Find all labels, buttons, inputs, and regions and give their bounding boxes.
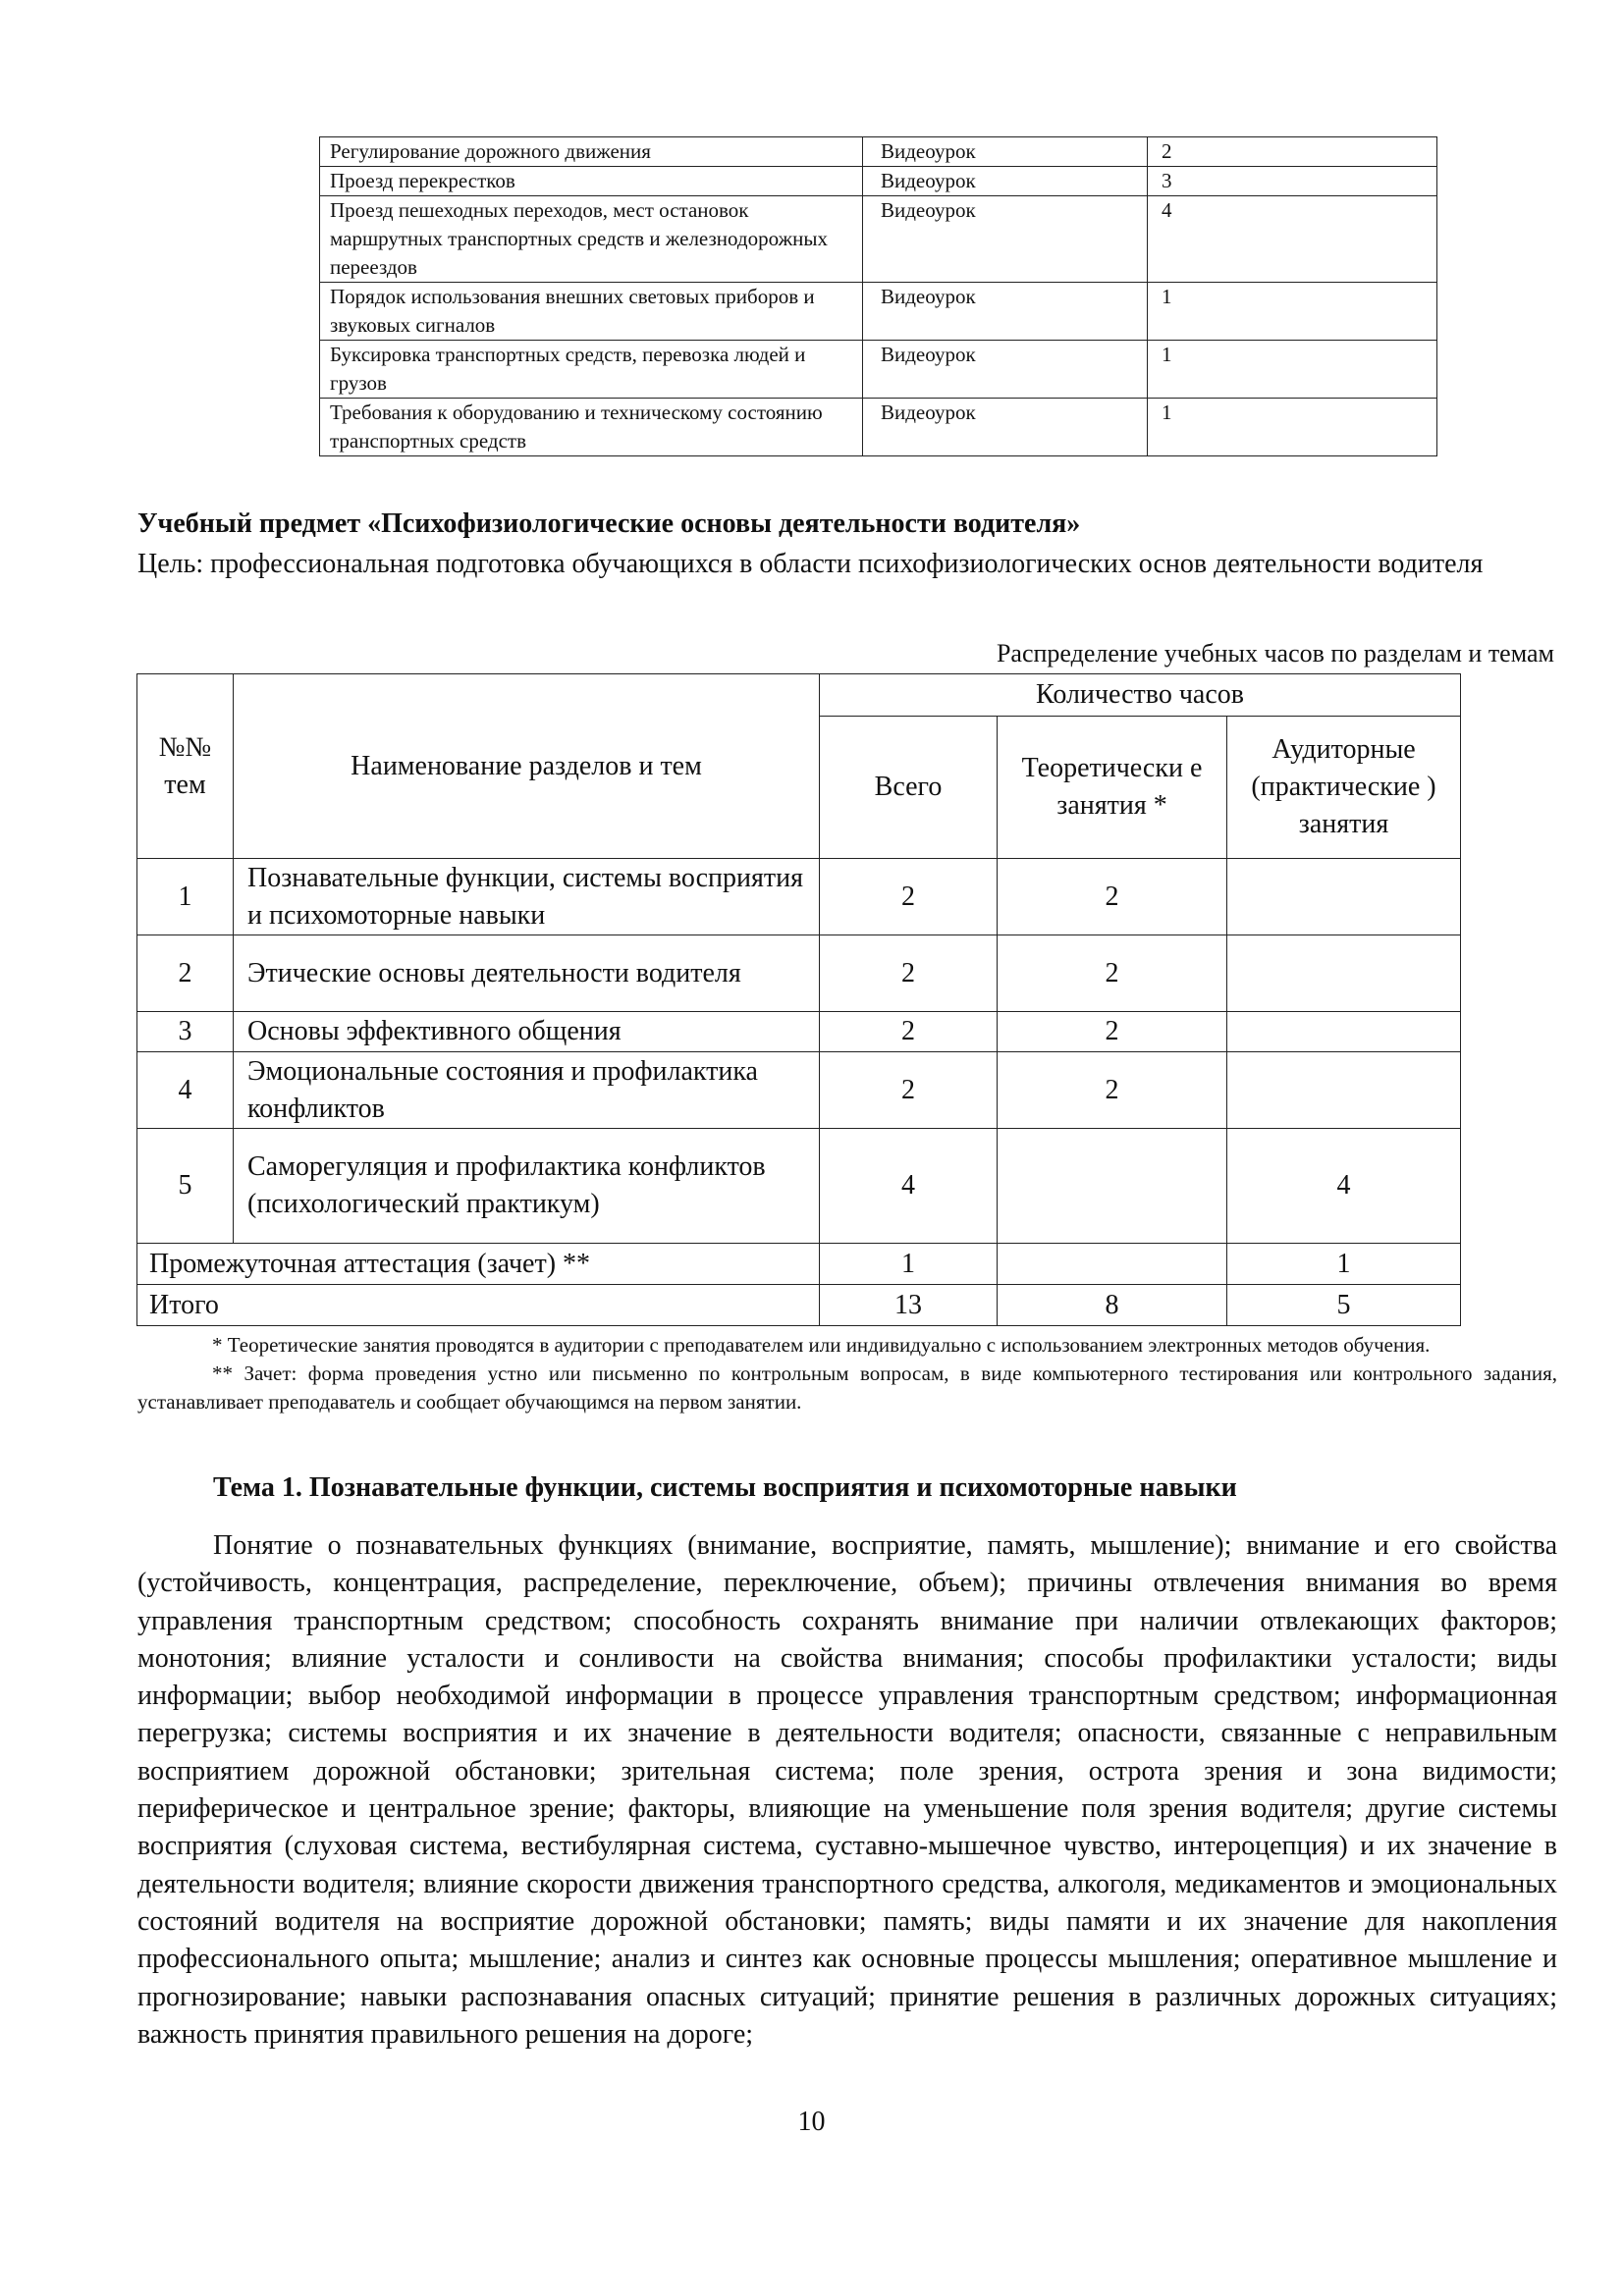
topic-number-cell: 3 [137, 1012, 234, 1052]
theory-cell: 8 [998, 1285, 1227, 1326]
practice-cell [1227, 935, 1461, 1012]
topic-title: Тема 1. Познавательные функции, системы восприятия и психомоторные навыки [213, 1472, 1237, 1503]
footnote-test: ** Зачет: форма проведения устно или письменно по контрольным вопросам, в виде компьютерного тестирования или контрольного задания, устанавливает преподаватель и сообщает обучающимся на первом занятии. [137, 1362, 1557, 1414]
topic-body: Понятие о познавательных функциях (внимание, восприятие, память, мышление); внимание и его свойства (устойчивость, концентрация, распределение, переключение, объем); причины отвлечения внимания во время управления транспортным средством; способность сохранять внимание при наличии отвлекающих факторов; монотония; влияние усталости и сонливости на свойства внимания; способы профилактики усталости; виды информации; выбор необходимой информации в процессе управления транспортным средством; информационная перегрузка; системы восприятия и их значение в деятельности водителя; опасности, связанные с неправильным восприятием дорожной обстановки; зрительная система; поле зрения, острота зрения и зона видимости; периферическое и центральное зрение; факторы, влияющие на уменьшение поля зрения водителя; другие системы восприятия (слуховая система, вестибулярная система, суставно-мышечное чувство, интероцепция) и их значение в деятельности водителя; влияние скорости движения транспортного средства, алкоголя, медикаментов и эмоциональных состояний водителя на восприятие дорожной обстановки; память; виды памяти и их значение для накопления профессионального опыта; мышление; анализ и синтез как основные процессы мышления; оперативное мышление и прогнозирование; навыки распознавания опасных ситуаций; принятие решения в различных дорожных ситуациях; важность принятия правильного решения на дороге; [137, 1530, 1557, 2050]
topic-name-cell: Регулирование дорожного движения [320, 137, 863, 167]
header-topic-number: №№ тем [137, 674, 234, 859]
topic-name-cell: Требования к оборудованию и техническому состоянию транспортных средств [320, 399, 863, 456]
format-cell: Видеоурок [863, 196, 1148, 283]
table-row [320, 399, 1437, 456]
total-cell: 2 [820, 859, 998, 935]
theory-cell: 2 [998, 1052, 1227, 1129]
format-cell: Видеоурок [863, 341, 1148, 399]
header-topic-name: Наименование разделов и тем [234, 674, 820, 859]
theory-cell: 2 [998, 935, 1227, 1012]
table-row [320, 341, 1437, 399]
topic-name-cell: Буксировка транспортных средств, перевозка людей и грузов [320, 341, 863, 399]
topic-name-cell: Проезд перекрестков [320, 167, 863, 196]
hours-cell: 1 [1148, 341, 1437, 399]
table-row [320, 137, 1437, 167]
hours-cell: 1 [1148, 283, 1437, 341]
hours-distribution-table [136, 673, 1461, 1326]
theory-cell: 2 [998, 859, 1227, 935]
practice-cell [1227, 1012, 1461, 1052]
total-cell: 1 [820, 1244, 998, 1285]
total-cell: 2 [820, 935, 998, 1012]
subject-goal: Цель: профессиональная подготовка обучающихся в области психофизиологических основ деятельности водителя [137, 549, 1484, 579]
summary-label-cell: Итого [137, 1285, 820, 1326]
table-row [320, 196, 1437, 283]
header-hours-group: Количество часов [820, 674, 1461, 717]
total-cell: 2 [820, 1052, 998, 1129]
footnotes [137, 1331, 1557, 1416]
hours-cell: 3 [1148, 167, 1437, 196]
table-row [137, 1129, 1461, 1244]
practice-cell [1227, 859, 1461, 935]
format-cell: Видеоурок [863, 137, 1148, 167]
total-cell: 2 [820, 1012, 998, 1052]
header-practice: Аудиторные (практические ) занятия [1227, 717, 1461, 859]
table-row [137, 935, 1461, 1012]
summary-label-cell: Промежуточная аттестация (зачет) ** [137, 1244, 820, 1285]
topic-number-cell: 5 [137, 1129, 234, 1244]
practice-cell: 1 [1227, 1244, 1461, 1285]
format-cell: Видеоурок [863, 283, 1148, 341]
practice-cell: 5 [1227, 1285, 1461, 1326]
format-cell: Видеоурок [863, 167, 1148, 196]
practice-cell: 4 [1227, 1129, 1461, 1244]
topic-name-cell: Этические основы деятельности водителя [234, 935, 820, 1012]
topic-number-cell: 4 [137, 1052, 234, 1129]
table-row [137, 1012, 1461, 1052]
subject-title: Учебный предмет «Психофизиологические основы деятельности водителя» [137, 508, 1081, 539]
header-theory: Теоретически е занятия * [998, 717, 1227, 859]
table-summary-row [137, 1285, 1461, 1326]
table-row [137, 1052, 1461, 1129]
topic-name-cell: Порядок использования внешних световых приборов и звуковых сигналов [320, 283, 863, 341]
topic-number-cell: 2 [137, 935, 234, 1012]
total-cell: 4 [820, 1129, 998, 1244]
total-cell: 13 [820, 1285, 998, 1326]
theory-cell [998, 1244, 1227, 1285]
topic-name-cell: Саморегуляция и профилактика конфликтов (психологический практикум) [234, 1129, 820, 1244]
header-total: Всего [820, 717, 998, 859]
table-summary-row [137, 1244, 1461, 1285]
format-cell: Видеоурок [863, 399, 1148, 456]
topic-number-cell: 1 [137, 859, 234, 935]
hours-cell: 2 [1148, 137, 1437, 167]
topic-name-cell: Проезд пешеходных переходов, мест остановок маршрутных транспортных средств и железнодорожных переездов [320, 196, 863, 283]
topic-name-cell: Познавательные функции, системы восприятия и психомоторные навыки [234, 859, 820, 935]
hours-cell: 4 [1148, 196, 1437, 283]
table-row [137, 859, 1461, 935]
table-row [320, 283, 1437, 341]
hours-cell: 1 [1148, 399, 1437, 456]
table-row [320, 167, 1437, 196]
topic-name-cell: Основы эффективного общения [234, 1012, 820, 1052]
table-caption: Распределение учебных часов по разделам и темам [996, 639, 1554, 667]
footnote-theory: * Теоретические занятия проводятся в аудитории с преподавателем или индивидуально с использованием электронных методов обучения. [212, 1333, 1431, 1357]
video-lessons-table [319, 136, 1437, 456]
theory-cell: 2 [998, 1012, 1227, 1052]
page-number: 10 [797, 2107, 826, 2137]
practice-cell [1227, 1052, 1461, 1129]
topic-name-cell: Эмоциональные состояния и профилактика конфликтов [234, 1052, 820, 1129]
theory-cell [998, 1129, 1227, 1244]
table-header-row [137, 674, 1461, 717]
